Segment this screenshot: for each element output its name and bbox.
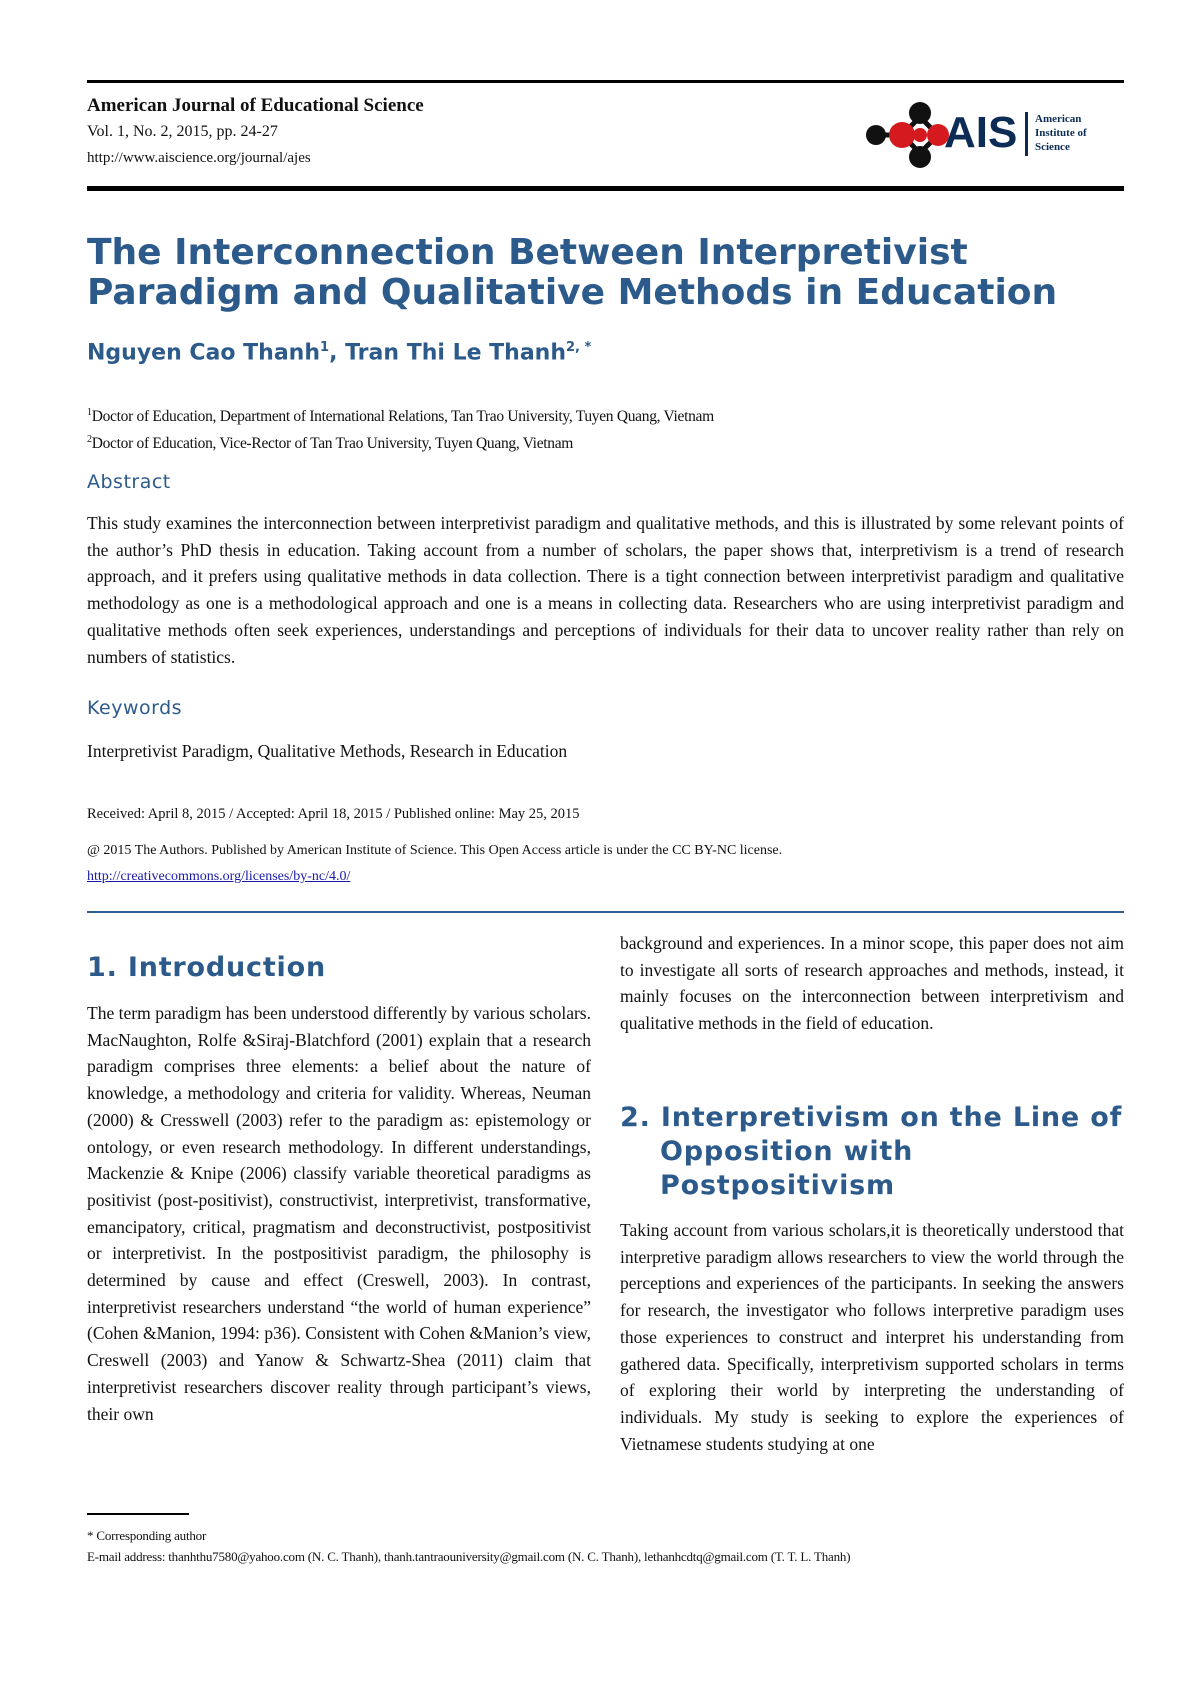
keywords-heading: Keywords: [87, 697, 183, 719]
header-top-rule: [87, 80, 1124, 83]
abstract-heading: Abstract: [87, 471, 171, 493]
author-list: [87, 340, 591, 365]
email-addresses: E-mail address: thanhthu7580@yahoo.com (N. C. Thanh), thanh.tantraouniversity@gmail.com (N. C. Thanh), lethanhcdtq@gmail.com (T. T. L. Thanh): [87, 1549, 851, 1564]
logo-line2: Institute of: [1035, 127, 1087, 139]
journal-url[interactable]: http://www.aiscience.org/journal/ajes: [87, 150, 311, 166]
column-right-bottom: [620, 1217, 1124, 1457]
journal-info: [87, 93, 424, 171]
author-2[interactable]: Tran Thi Le Thanh: [345, 340, 567, 366]
header-bottom-rule: [87, 186, 1124, 191]
affiliation-2-num: 2: [87, 434, 92, 446]
journal-name: American Journal of Educational Science: [87, 95, 424, 116]
sec2-heading-line1: 2. Interpretivism on the Line of: [620, 1102, 1123, 1133]
title-line1: The Interconnection Between Interpretivist: [87, 232, 968, 273]
footnotes: [87, 1525, 850, 1567]
logo-acronym: AIS: [944, 108, 1018, 157]
logo-subtitle: [1035, 112, 1087, 154]
affiliation-2-text: Doctor of Education, Vice-Rector of Tan Trao University, Tuyen Quang, Vietnam: [91, 435, 574, 453]
sec2-paragraph: Taking account from various scholars,it is theoretically understood that interpretive paradigm allows researchers to view the world through the perceptions and experiences of the participants. In seeking the answers for research, the investigator who follows interpretive paradigm uses those experiences to construct and interpret his understanding from gathered data. Specifically, interpretivism supported scholars in terms of exploring their world by interpreting the understanding of individuals. My study is seeking to explore the experiences of Vietnamese students studying at one: [620, 1220, 1124, 1454]
author-1[interactable]: Nguyen Cao Thanh: [87, 340, 321, 366]
section-heading-introduction: 1. Introduction: [87, 952, 326, 983]
publication-dates: Received: April 8, 2015 / Accepted: April 18, 2015 / Published online: May 25, 2015: [87, 806, 580, 822]
author-separator: ,: [329, 340, 346, 366]
affiliation-1-text: Doctor of Education, Department of International Relations, Tan Trao University, Tuyen Quang, Vietnam: [91, 408, 714, 426]
keywords-text: Interpretivist Paradigm, Qualitative Methods, Research in Education: [87, 741, 568, 761]
section-divider: [87, 911, 1124, 913]
abstract-text: This study examines the interconnection between interpretivist paradigm and qualitative methods, and this is illustrated by some relevant points of the author’s PhD thesis in education. Taking account from a number of scholars, the paper shows that, interpretivism is a trend of research approach, and it prefers using qualitative methods in data collection. There is a tight connection between interpretivist paradigm and qualitative methodology as one is a methodological approach and one is a means in collecting data. Researchers who are using interpretivist paradigm and qualitative methods often seek experiences, understandings and perceptions of individuals for their data to uncover reality rather than rely on numbers of statistics.: [87, 513, 1124, 667]
corresponding-author-note: * Corresponding author: [87, 1528, 207, 1543]
affiliation-2: [87, 428, 714, 455]
license-text: @ 2015 The Authors. Published by American Institute of Science. This Open Access article is under the CC BY-NC license.: [87, 843, 783, 858]
section-heading-interpretivism: [620, 1101, 1124, 1203]
paper-title: [87, 233, 1127, 313]
sec2-heading-line2: Opposition with: [660, 1136, 914, 1167]
logo-line1: American: [1035, 113, 1082, 125]
author-2-affil-mark: 2, *: [566, 340, 592, 355]
affiliations: [87, 401, 714, 455]
journal-volume: Vol. 1, No. 2, 2015, pp. 24-27: [87, 123, 278, 140]
footnote-rule: [87, 1513, 189, 1515]
author-1-affil-mark: 1: [320, 340, 330, 355]
intro-paragraph: The term paradigm has been understood differently by various scholars. MacNaughton, Rolfe &Siraj-Blatchford (2001) explain that a research paradigm comprises three elements: a belief about the nature of knowledge, a methodology and criteria for validity. Whereas, Neuman (2000) & Cresswell (2003) refer to the paradigm as: epistemology or ontology, or even research methodology. In different understandings, Mackenzie & Knipe (2006) classify variable theoretical paradigms as positivist (post-positivist), constructivist, interpretivist, transformative, emancipatory, critical, pragmatism and deconstructivist, postpositivist or interpretivist. In the postpositivist paradigm, the philosophy is determined by cause and effect (Creswell, 2003). In contrast, interpretivist researchers understand “the world of human experience” (Cohen &Manion, 1994: p36). Consistent with Cohen &Manion’s view, Creswell (2003) and Yanow & Schwartz-Shea (2011) claim that interpretivist researchers discover reality through participant’s views, their own: [87, 1003, 591, 1424]
title-line2: Paradigm and Qualitative Methods in Education: [87, 272, 1058, 313]
affiliation-1-num: 1: [87, 407, 92, 418]
intro-paragraph-continued: background and experiences. In a minor scope, this paper does not aim to investigate all sorts of research approaches and methods, instead, it mainly focuses on the interconnection between interpretivism and qualitative methods in the field of education.: [620, 933, 1124, 1034]
column-left: [87, 1000, 591, 1427]
column-right-top: [620, 930, 1124, 1037]
logo-divider: [1025, 112, 1028, 156]
license-link[interactable]: http://creativecommons.org/licenses/by-nc/4.0/: [87, 869, 351, 884]
sec2-heading-line3: Postpositivism: [660, 1170, 895, 1201]
affiliation-1: [87, 401, 714, 428]
logo-line3: Science: [1035, 141, 1070, 153]
license-block: [87, 838, 782, 890]
